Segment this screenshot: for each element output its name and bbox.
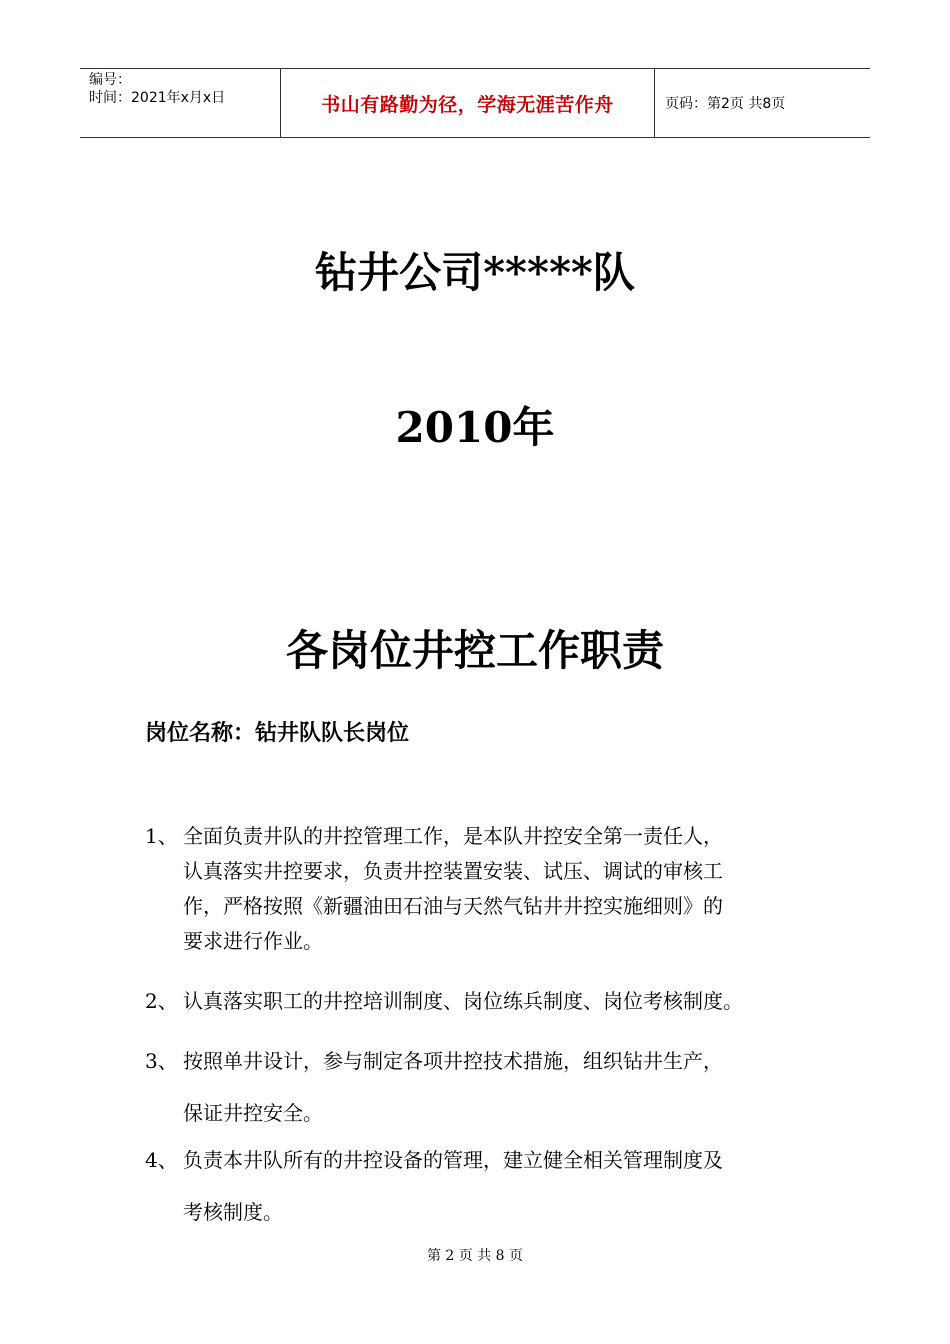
item-line: 保证井控安全。 <box>183 1101 323 1125</box>
motto-text: 书山有路勤为径，学海无涯苦作舟 <box>321 93 614 116</box>
item-line: 作，严格按照《新疆油田石油与天然气钻井井控实施细则》的 <box>183 894 723 918</box>
item-number: 3、 <box>145 1049 178 1073</box>
item-line: 负责本井队所有的井控设备的管理，建立健全相关管理制度及 <box>183 1148 723 1172</box>
item-number: 2、 <box>145 989 178 1013</box>
item-line: 全面负责井队的井控管理工作，是本队井控安全第一责任人， <box>183 824 723 848</box>
year-title: 2010年 <box>395 403 555 452</box>
duty-item-3 <box>145 1035 815 1139</box>
document-date: 时间：2021年x月x日 <box>89 90 226 106</box>
item-line: 认真落实职工的井控培训制度、岗位练兵制度、岗位考核制度。 <box>183 989 743 1013</box>
duty-item-2 <box>145 984 815 1019</box>
item-line: 按照单井设计，参与制定各项井控技术措施，组织钻井生产， <box>183 1049 723 1073</box>
company-title: 钻井公司*****队 <box>315 248 635 297</box>
page-footer: 第 2 页 共 8 页 <box>426 1248 524 1264</box>
item-line: 考核制度。 <box>183 1200 283 1224</box>
page-header <box>80 68 870 138</box>
document-number-label: 编号： <box>89 72 131 88</box>
item-number: 4、 <box>145 1148 178 1172</box>
post-name: 岗位名称：钻井队队长岗位 <box>145 721 410 746</box>
item-number: 1、 <box>145 824 178 848</box>
duty-item-4 <box>145 1134 815 1238</box>
header-page-cell <box>655 69 870 137</box>
item-line: 要求进行作业。 <box>183 929 323 953</box>
item-line: 认真落实井控要求，负责井控装置安装、试压、调试的审核工 <box>183 859 723 883</box>
header-meta-cell <box>80 69 281 137</box>
subject-title: 各岗位井控工作职责 <box>285 626 664 675</box>
header-motto-cell <box>281 69 655 137</box>
page-info: 页码：第2页 共8页 <box>665 96 786 112</box>
duty-item-1 <box>145 819 815 959</box>
